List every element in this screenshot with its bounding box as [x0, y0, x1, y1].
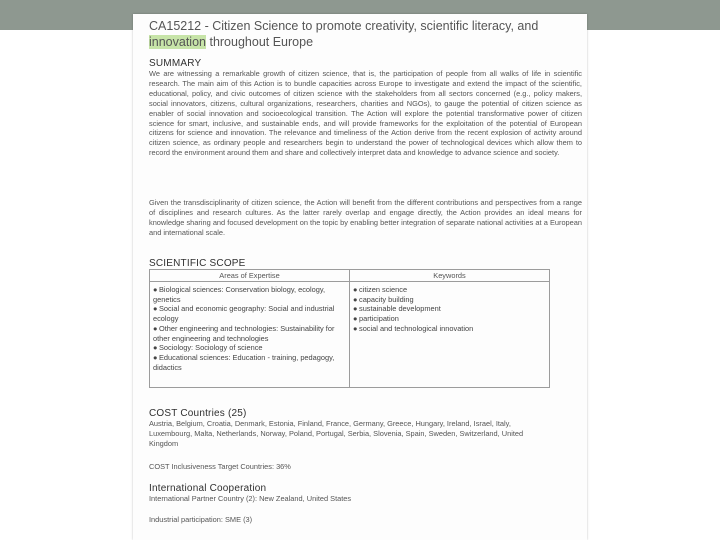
bullet-icon: ●: [153, 352, 158, 362]
area-item: ● Sociology: Sociology of science: [153, 343, 263, 353]
area-item: ● Educational sciences: Education - training, pedagogy, didactics: [153, 352, 335, 372]
summary-paragraph-1: We are witnessing a remarkable growth of citizen science, that is, the participation of people from all walks of life in scientific research. The main aim of this Action is to bundle capacities across Europe to investigate and extend the impact of the scientific, educational, policy, and civic outcomes of citizen science with the stakeholders from all sectors concerned (e.g., policy makers, social innovators, citizens, cultural organizations, researchers, charities and NGOs), to gauge the potential of citizen science as enabler of social innovation and socioecological transition. The Action will explore the potential transformative power of citizen science for smart, inclusive, and sustainable ends, and will provide frameworks for the exploitation of the potential of European citizens for science and innovation. The relevance and timeliness of the Action derive from the recent explosion of activity around citizen science, as ordinary people and researchers begin to understand the power of technological devices which allow them to record the environment around them and share and collectively interpret data and knowledge to advance science and society.: [149, 69, 582, 158]
summary-paragraph-2: Given the transdisciplinarity of citizen science, the Action will benefit from the different contributions and perspectives from a range of disciplines and research cultures. As the latter rarely overlap and engage directly, the Action provides an ideal means for knowledge sharing and focused development on the topic by enabling better integration of separate national activities at a European and international scale.: [149, 198, 582, 237]
bullet-icon: ●: [353, 314, 358, 324]
bullet-icon: ●: [153, 304, 158, 314]
cost-countries-list: Austria, Belgium, Croatia, Denmark, Estonia, Finland, France, Germany, Greece, Hungary, Ireland, Israel, Italy, Luxembourg, Malta, Netherlands, Norway, Poland, Portugal, Serbia, Slovenia, Spain, Sweden, Switzerland, United Kingdom: [149, 419, 524, 448]
bullet-icon: ●: [353, 323, 358, 333]
bullet-icon: ●: [353, 285, 358, 294]
title-end: throughout Europe: [206, 35, 314, 49]
title-text: - Citizen Science to promote creativity, scientific literacy, and: [201, 19, 539, 33]
bullet-icon: ●: [153, 323, 158, 333]
bullet-icon: ●: [153, 343, 158, 353]
scientific-scope-table: [149, 269, 550, 388]
keyword-item: ● citizen science: [353, 285, 408, 294]
bullet-icon: ●: [353, 304, 358, 314]
summary-heading: SUMMARY: [149, 58, 202, 69]
areas-cell: [150, 282, 350, 388]
keyword-item: ● capacity building: [353, 294, 414, 304]
areas-header: Areas of Expertise: [150, 270, 350, 282]
area-item: ● Other engineering and technologies: Sustainability for other engineering and technologies: [153, 323, 335, 343]
keyword-item: ● sustainable development: [353, 304, 441, 314]
title-highlight: innovation: [149, 35, 206, 49]
international-cooperation-heading: International Cooperation: [149, 483, 267, 494]
cost-countries-heading: COST Countries (25): [149, 408, 247, 419]
area-item: ● Social and economic geography: Social and industrial ecology: [153, 304, 335, 324]
inclusiveness-target: COST Inclusiveness Target Countries: 36%: [149, 462, 291, 471]
industrial-participation: Industrial participation: SME (3): [149, 515, 253, 524]
scientific-scope-heading: SCIENTIFIC SCOPE: [149, 258, 246, 269]
keyword-item: ● participation: [353, 314, 399, 324]
area-item: ● Biological sciences: Conservation biology, ecology, genetics: [153, 285, 326, 304]
keyword-item: ● social and technological innovation: [353, 323, 474, 333]
keywords-header: Keywords: [350, 270, 550, 282]
bullet-icon: ●: [153, 285, 158, 294]
bullet-icon: ●: [353, 294, 358, 304]
document-title: [149, 18, 581, 50]
international-partner: International Partner Country (2): New Zealand, United States: [149, 494, 352, 503]
keywords-cell: [350, 282, 550, 388]
title-code: CA15212: [149, 19, 202, 33]
